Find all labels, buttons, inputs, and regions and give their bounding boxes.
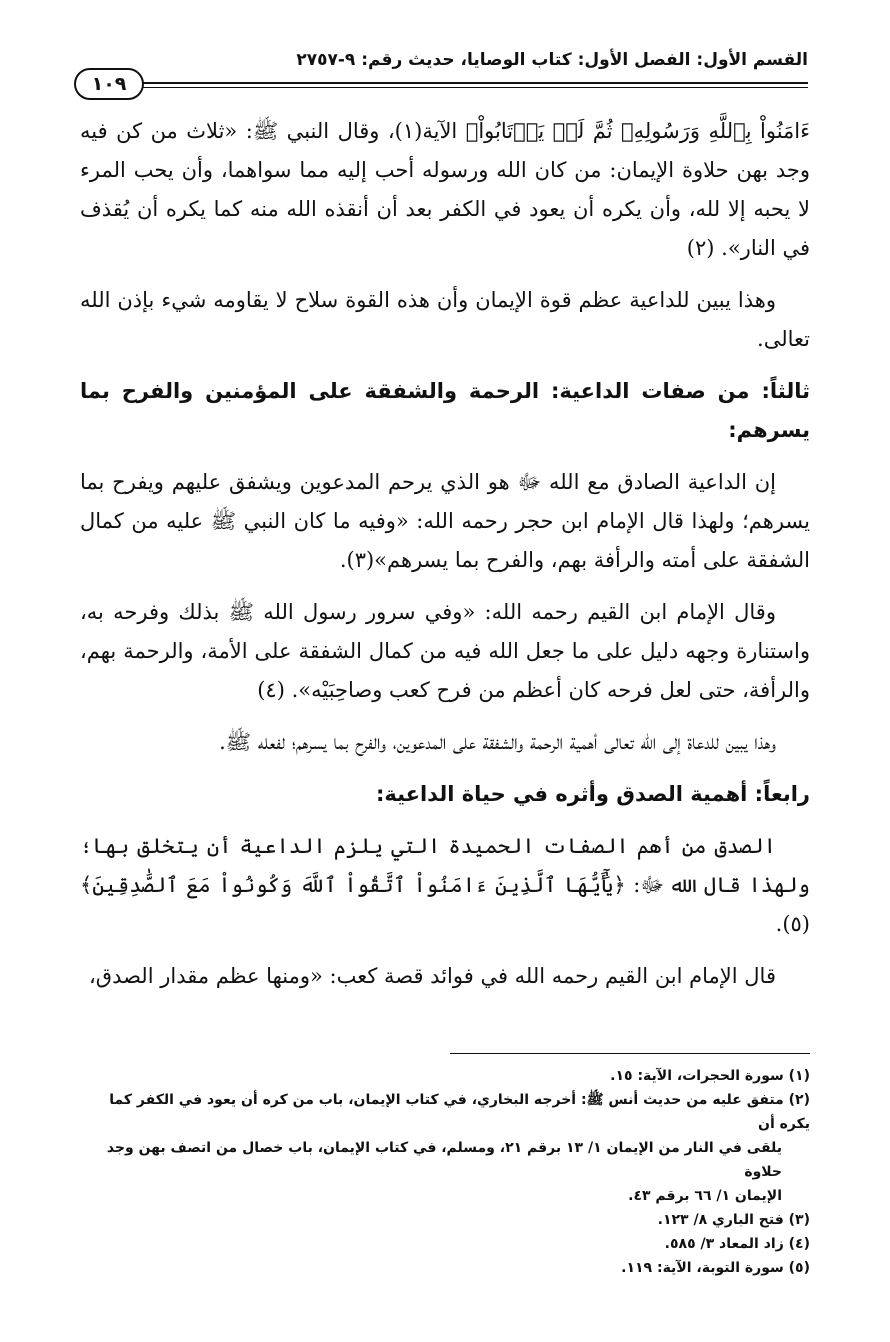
main-text xyxy=(80,112,810,1009)
paragraph-ibn-qayyim-truth: قال الإمام ابن القيم رحمه الله في فوائد قصة كعب: «ومنها عظم مقدار الصدق، xyxy=(89,964,776,988)
section-heading-fourth: رابعاً: أهمية الصدق وأثره في حياة الداعية: xyxy=(375,782,810,806)
footnote-1: (١) سورة الحجرات، الآية: ١٥. xyxy=(610,1068,810,1084)
paragraph-hadith-iman: ءَامَنُواْ بِٱللَّهِ وَرَسُولِهِۦ ثُمَّ لَمۡ يَرۡتَابُواْ﴾ الآية(١)، وقال النبي ﷺ: «ثلاث من كن فيه وجد بهن حلاوة الإيمان: من كان الله ورسوله أحب إليه مما سواهما، وأن يحب المرء لا يحبه إلا لله، وأن يكره أن يعود في الكفر بعد أن أنقذه الله منه كما يكره أن يُقذف في النار». (٢) xyxy=(80,119,811,260)
footnotes xyxy=(80,1064,810,1280)
footnote-2-continued: الإيمان ١/ ٦٦ برقم ٤٣. xyxy=(628,1188,782,1204)
paragraph-lesson-mercy: وهذا يبين للدعاة إلى الله تعالى أهمية الرحمة والشفقة على المدعوين، والفرح بما يسرهم؛ لفعله ﷺ. xyxy=(219,730,776,754)
paragraph-mercy: إن الداعية الصادق مع الله ﷻ هو الذي يرحم المدعوين ويشفق عليهم ويفرح بما يسرهم؛ ولهذا قال الإمام ابن حجر رحمه الله: «وفيه ما كان النبي ﷺ عليه من كمال الشفقة على أمته والرأفة بهم، والفرح بما يسرهم»(٣). xyxy=(80,470,810,572)
footnote-2: (٢) متفق عليه من حديث أنس ﷺ: أخرجه البخاري، في كتاب الإيمان، باب من كره أن يعود في الكفر كما يكره أن xyxy=(109,1092,810,1132)
running-head: القسم الأول: الفصل الأول: كتاب الوصايا، حديث رقم: ٩-٢٧٥٧ xyxy=(296,50,808,70)
footnote-5: (٥) سورة التوبة، الآية: ١١٩. xyxy=(621,1260,810,1276)
section-heading-third: ثالثاً: من صفات الداعية: الرحمة والشفقة على المؤمنين والفرح بما يسرهم: xyxy=(80,379,810,442)
footnote-4: (٤) زاد المعاد ٣/ ٥٨٥. xyxy=(664,1236,810,1252)
page-number: ١٠٩ xyxy=(74,68,144,100)
footnote-2-continued: يلقى في النار من الإيمان ١/ ١٣ برقم ٢١، ومسلم، في كتاب الإيمان، باب خصال من اتصف بهن وجد حلاوة xyxy=(106,1140,782,1180)
footnote-3: (٣) فتح الباري ٨/ ١٢٣. xyxy=(657,1212,810,1228)
header-double-rule xyxy=(140,82,808,88)
paragraph-ibn-qayyim-joy: وقال الإمام ابن القيم رحمه الله: «وفي سرور رسول الله ﷺ بذلك وفرحه به، واستنارة وجهه دليل على ما جعل الله فيه من كمال الشفقة على الأمة، والرحمة بهم، والرأفة، حتى لعل فرحه كان أعظم من فرح كعب وصاحِبَيْه». (٤) xyxy=(80,600,810,702)
paragraph-strength-of-faith: وهذا يبين للداعية عظم قوة الإيمان وأن هذه القوة سلاح لا يقاومه شيء بإذن الله تعالى. xyxy=(80,288,810,351)
footnote-separator xyxy=(450,1053,810,1054)
paragraph-truthfulness: الصدق من أهم الصفات الحميدة التي يلزم الداعية أن يتخلق بها؛ ولهذا قال الله ﷻ: ﴿يَٰٓأَيُّهَا ٱلَّذِينَ ءَامَنُواْ ٱتَّقُواْ ٱللَّهَ وَكُونُواْ مَعَ ٱلصَّٰدِقِينَ﴾(٥). xyxy=(80,834,810,936)
